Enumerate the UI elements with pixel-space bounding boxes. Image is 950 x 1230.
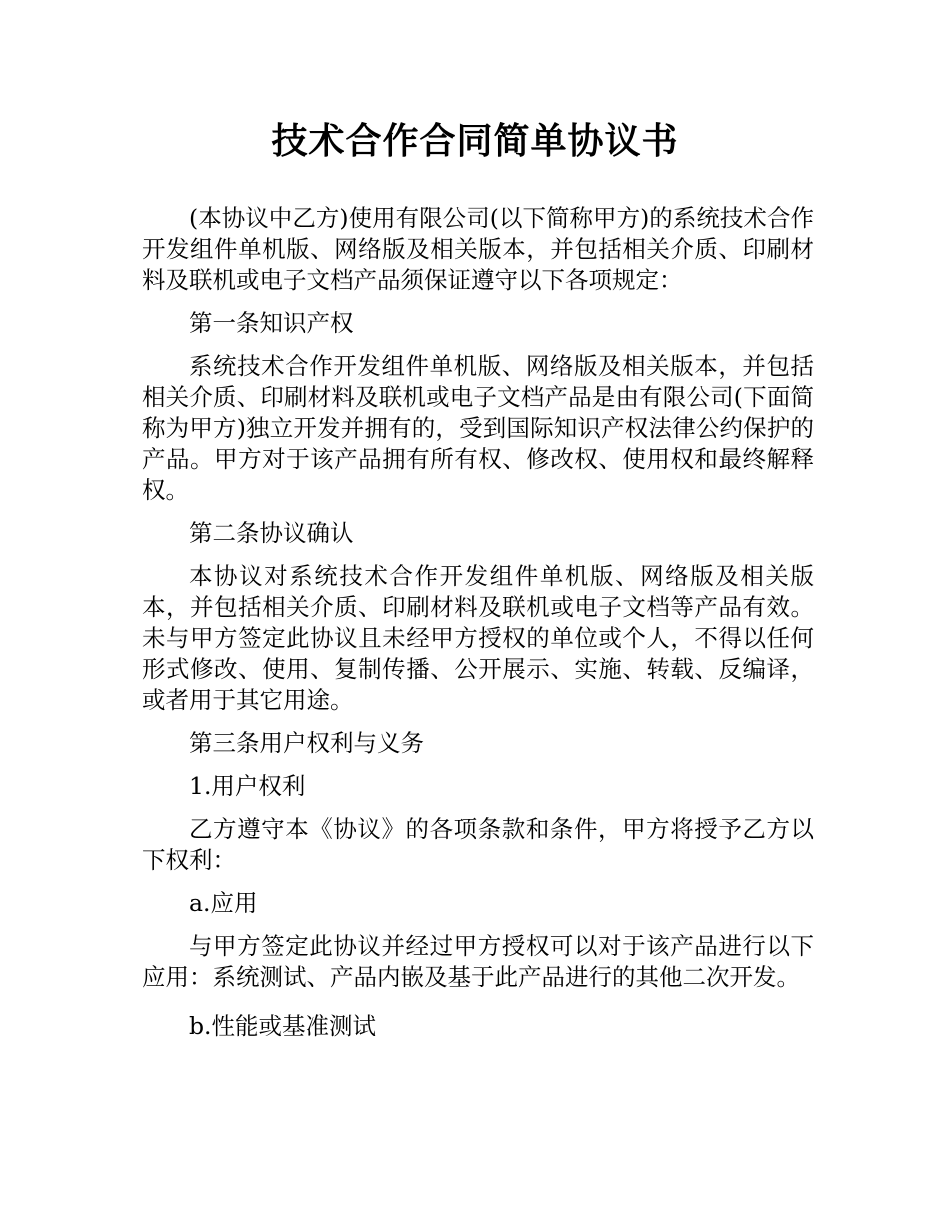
subheading-user-rights: 1.用户权利 xyxy=(189,772,306,800)
section-heading-rights-obligations: 第三条用户权利与义务 xyxy=(189,729,424,757)
intro-paragraph: (本协议中乙方)使用有限公司(以下简称甲方)的系统技术合作开发组件单机版、网络版及相关版本，并包括相关介质、印刷材料及联机或电子文档产品须保证遵守以下各项规定： xyxy=(142,204,814,294)
ip-paragraph: 系统技术合作开发组件单机版、网络版及相关版本，并包括相关介质、印刷材料及联机或电子文档产品是由有限公司(下面简称为甲方)独立开发并拥有的，受到国际知识产权法律公约保护的产品。甲方对于该产品拥有所有权、修改权、使用权和最终解释权。 xyxy=(142,352,814,504)
application-paragraph: 与甲方签定此协议并经过甲方授权可以对于该产品进行以下应用：系统测试、产品内嵌及基于此产品进行的其他二次开发。 xyxy=(142,932,814,991)
section-heading-confirmation: 第二条协议确认 xyxy=(189,519,354,547)
document-title: 技术合作合同简单协议书 xyxy=(271,121,679,162)
item-heading-performance-testing: b.性能或基准测试 xyxy=(189,1012,377,1040)
section-heading-ip: 第一条知识产权 xyxy=(189,309,354,337)
rights-intro-paragraph: 乙方遵守本《协议》的各项条款和条件，甲方将授予乙方以下权利： xyxy=(142,815,814,874)
confirmation-paragraph: 本协议对系统技术合作开发组件单机版、网络版及相关版本，并包括相关介质、印刷材料及联机或电子文档等产品有效。未与甲方签定此协议且未经甲方授权的单位或个人，不得以任何形式修改、使用、复制传播、公开展示、实施、转载、反编译，或者用于其它用途。 xyxy=(142,562,814,714)
item-heading-application: a.应用 xyxy=(189,889,258,917)
document-body xyxy=(142,203,814,1042)
